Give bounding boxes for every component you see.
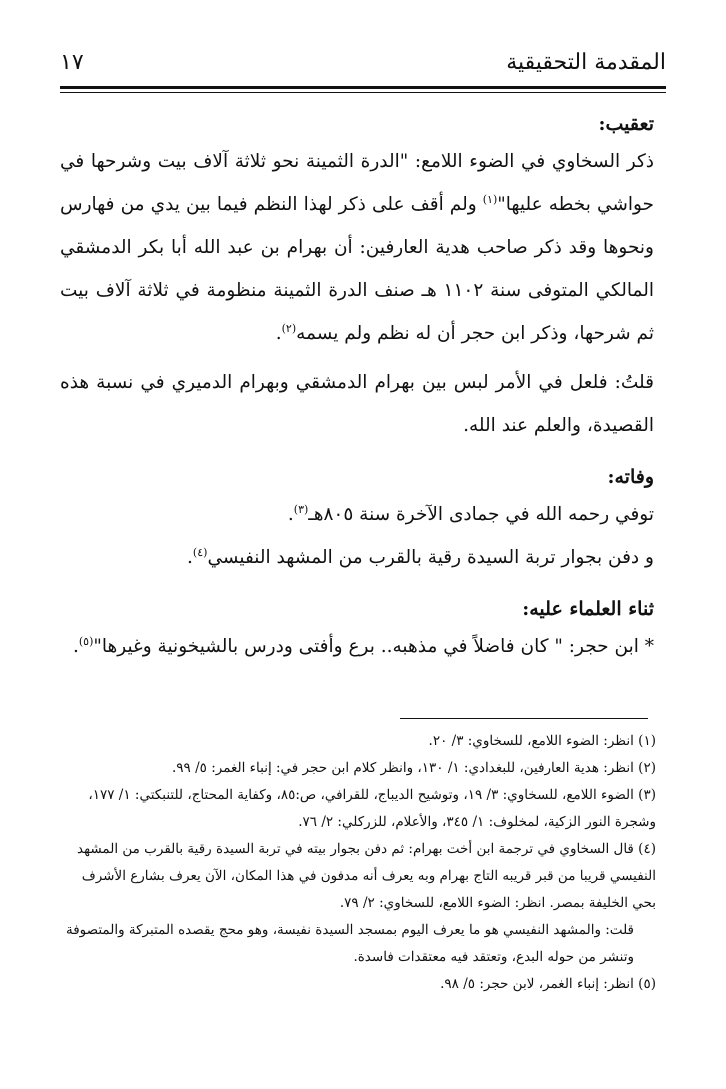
main-text	[60, 108, 654, 668]
paragraph: و دفن بجوار تربة السيدة رقية بالقرب من المشهد النفيسي$^{(٤)}$.	[187, 545, 654, 568]
header-rule-thick	[60, 86, 666, 89]
running-title: المقدمة التحقيقية	[506, 50, 666, 75]
footnote-marker: (١)	[482, 192, 498, 206]
section-heading-comment: تعقيب:	[598, 113, 654, 135]
footnote-rule	[400, 718, 648, 719]
paragraph: توفي رحمه الله في جمادى الآخرة سنة ٨٠٥هـ$^{(٣)}$.	[287, 502, 654, 525]
footnote: (٥) انظر: إنباء الغمر، لابن حجر: ٥/ ٩٨.	[440, 976, 656, 992]
page-number: ١٧	[60, 50, 84, 75]
header-rule-thin	[60, 92, 666, 93]
page-header	[60, 44, 666, 84]
footnote: (٤) قال السخاوي في ترجمة ابن أخت بهرام: ثم دفن بجوار بيته في تربة السيدة رقية بالقرب من المشهد النفيسي قريبا من قبر قريبه التاج بهرام وبه يعرف أنه مدفون في هذا المكان، الآن يعرف بشارع الأشرف بحي الخليفة بمصر. انظر: الضوء اللامع، للسخاوي: ٢/ ٧٩.	[77, 841, 656, 911]
footnote-continuation: قلت: والمشهد النفيسي هو ما يعرف اليوم بمسجد السيدة نفيسة، وهو محج يقصده المتبركة والمتصوفة وتنشر من حوله البدع، وتعتقد فيه معتقدات فاسدة.	[65, 922, 634, 965]
paragraph: ذكر السخاوي في الضوء اللامع: "الدرة الثمينة نحو ثلاثة آلاف بيت وشرحها في حواشي بخطه عليها"$^{(١)}$ ولم أقف على ذكر لهذا النظم فيما بين يدي من فهارس ونحوها وقد ذكر صاحب هدية العارفين: أن بهرام بن عبد الله أبا بكر الدمشقي المالكي المتوفى سنة ١١٠٢ هـ صنف الدرة الثمينة منظومة في ثلاثة آلاف بيت ثم شرحها، وذكر ابن حجر أن له نظم ولم يسمه$^{(٢)}$.	[60, 151, 654, 344]
section-heading-death: وفاته:	[607, 466, 654, 488]
footnote: (٢) انظر: هدية العارفين، للبغدادي: ١/ ١٣٠، وانظر كلام ابن حجر في: إنباء الغمر: ٥/ ٩٩.	[171, 760, 656, 776]
section-heading-praise: ثناء العلماء عليه:	[522, 598, 654, 620]
footnote-marker: (٣)	[293, 502, 309, 516]
footnotes	[60, 728, 656, 998]
paragraph: * ابن حجر: " كان فاضلاً في مذهبه.. برع وأفتى ودرس بالشيخونية وغيرها"$^{(٥)}$.	[72, 634, 654, 657]
footnote-marker: (٤)	[192, 545, 208, 559]
footnote: (٣) الضوء اللامع، للسخاوي: ٣/ ١٩، وتوشيح الديباج، للقرافي، ص:٨٥، وكفاية المحتاج، للتنبكتي: ١/ ١٧٧، وشجرة النور الزكية، لمخلوف: ١/ ٣٤٥، والأعلام، للزركلي: ٢/ ٧٦.	[88, 787, 656, 830]
footnote-marker: (٢)	[281, 321, 297, 335]
footnote: (١) انظر: الضوء اللامع، للسخاوي: ٣/ ٢٠.	[428, 733, 656, 749]
footnote-marker: (٥)	[78, 634, 94, 648]
paragraph: قلتُ: فلعل في الأمر لبس بين بهرام الدمشقي وبهرام الدميري في نسبة هذه القصيدة، والعلم عند الله.	[60, 372, 654, 436]
